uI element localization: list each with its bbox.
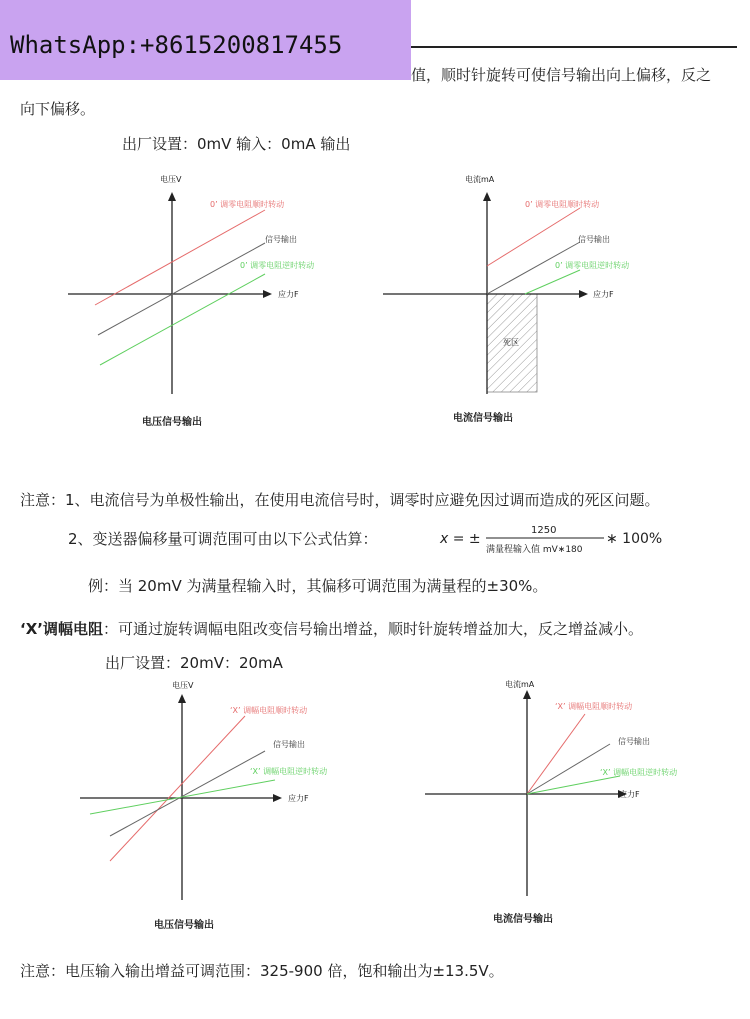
formula-denominator: 满量程输入值 mV∗180 — [486, 545, 583, 555]
label-signal: 信号输出 — [618, 737, 650, 746]
y-axis-label: 电压V — [172, 681, 194, 690]
x-axis-label: 应力F — [278, 290, 299, 299]
chart-voltage-gain — [70, 676, 370, 941]
line-cw — [487, 208, 580, 266]
label-signal: 信号输出 — [273, 740, 305, 749]
formula-numerator: 1250 — [531, 525, 557, 536]
y-axis-label: 电流mA — [505, 680, 535, 689]
x-axis-arrow-icon — [579, 290, 588, 298]
x-axis-label: 应力F — [593, 290, 614, 299]
line-signal — [110, 751, 265, 836]
note-1: 注意：1、电流信号为单极性输出，在使用电流信号时，调零时应避免因过调而造成的死区问题。 — [20, 491, 660, 509]
y-axis-label: 电压V — [160, 175, 182, 184]
chart-current-gain — [415, 676, 715, 941]
line-ccw — [525, 270, 580, 294]
y-axis-arrow-icon — [168, 192, 176, 201]
gain-desc — [20, 618, 643, 639]
line-ccw — [527, 776, 620, 794]
line-cw — [110, 716, 245, 861]
zero-desc-line2: 向下偏移。 — [20, 100, 96, 118]
chart-caption: 电压信号输出 — [142, 417, 202, 428]
label-ccw: ‘X’ 调幅电阻逆时转动 — [250, 767, 328, 776]
x-axis-arrow-icon — [273, 794, 282, 802]
y-axis-arrow-icon — [483, 192, 491, 201]
zero-desc-line1: 值，顺时针旋转可使信号输出向上偏移，反之 — [411, 66, 712, 84]
watermark-text: WhatsApp:+8615200817455 — [10, 31, 343, 59]
x-axis-label: 应力F — [619, 790, 640, 799]
label-ccw: ‘X’ 调幅电阻逆时转动 — [600, 768, 678, 777]
label-ccw: 0’ 调零电阻逆时转动 — [555, 261, 630, 270]
label-signal: 信号输出 — [578, 235, 610, 244]
offset-formula — [438, 520, 668, 560]
x-axis-label: 应力F — [288, 794, 309, 803]
x-axis-arrow-icon — [263, 290, 272, 298]
chart-voltage-zero — [60, 170, 360, 435]
formula-tail: ∗ 100% — [606, 531, 663, 547]
y-axis-arrow-icon — [178, 694, 186, 703]
zero-factory-setting: 出厂设置：0mV 输入：0mA 输出 — [122, 135, 351, 153]
note-example: 例：当 20mV 为满量程输入时，其偏移可调范围为满量程的±30%。 — [88, 577, 548, 595]
formula-x: x = ± — [440, 531, 481, 547]
gain-factory-setting: 出厂设置：20mV：20mA — [105, 654, 283, 672]
footer-note: 注意：电压输入输出增益可调范围：325-900 倍，饱和输出为±13.5V。 — [20, 962, 504, 980]
y-axis-label: 电流mA — [465, 175, 495, 184]
line-cw — [527, 714, 585, 794]
line-signal — [527, 744, 610, 794]
label-signal: 信号输出 — [265, 235, 297, 244]
chart-caption: 电流信号输出 — [493, 914, 553, 925]
chart-caption: 电压信号输出 — [154, 920, 214, 931]
label-cw: ‘X’ 调幅电阻顺时转动 — [555, 702, 633, 711]
note-2: 2、变送器偏移量可调范围可由以下公式估算： — [68, 530, 378, 548]
label-cw: 0’ 调零电阻顺时转动 — [525, 200, 600, 209]
gain-title: ‘X’调幅电阻 — [20, 620, 103, 638]
chart-current-zero — [375, 170, 675, 435]
label-ccw: 0’ 调零电阻逆时转动 — [240, 261, 315, 270]
line-ccw — [100, 274, 265, 365]
header-rule — [411, 46, 737, 48]
gain-text: ：可通过旋转调幅电阻改变信号输出增益，顺时针旋转增益加大，反之增益减小。 — [102, 620, 643, 638]
dead-zone-label: 死区 — [503, 338, 519, 347]
y-axis-arrow-icon — [523, 690, 531, 699]
label-cw: 0’ 调零电阻顺时转动 — [210, 200, 285, 209]
label-cw: ‘X’ 调幅电阻顺时转动 — [230, 706, 308, 715]
chart-caption: 电流信号输出 — [453, 413, 513, 424]
